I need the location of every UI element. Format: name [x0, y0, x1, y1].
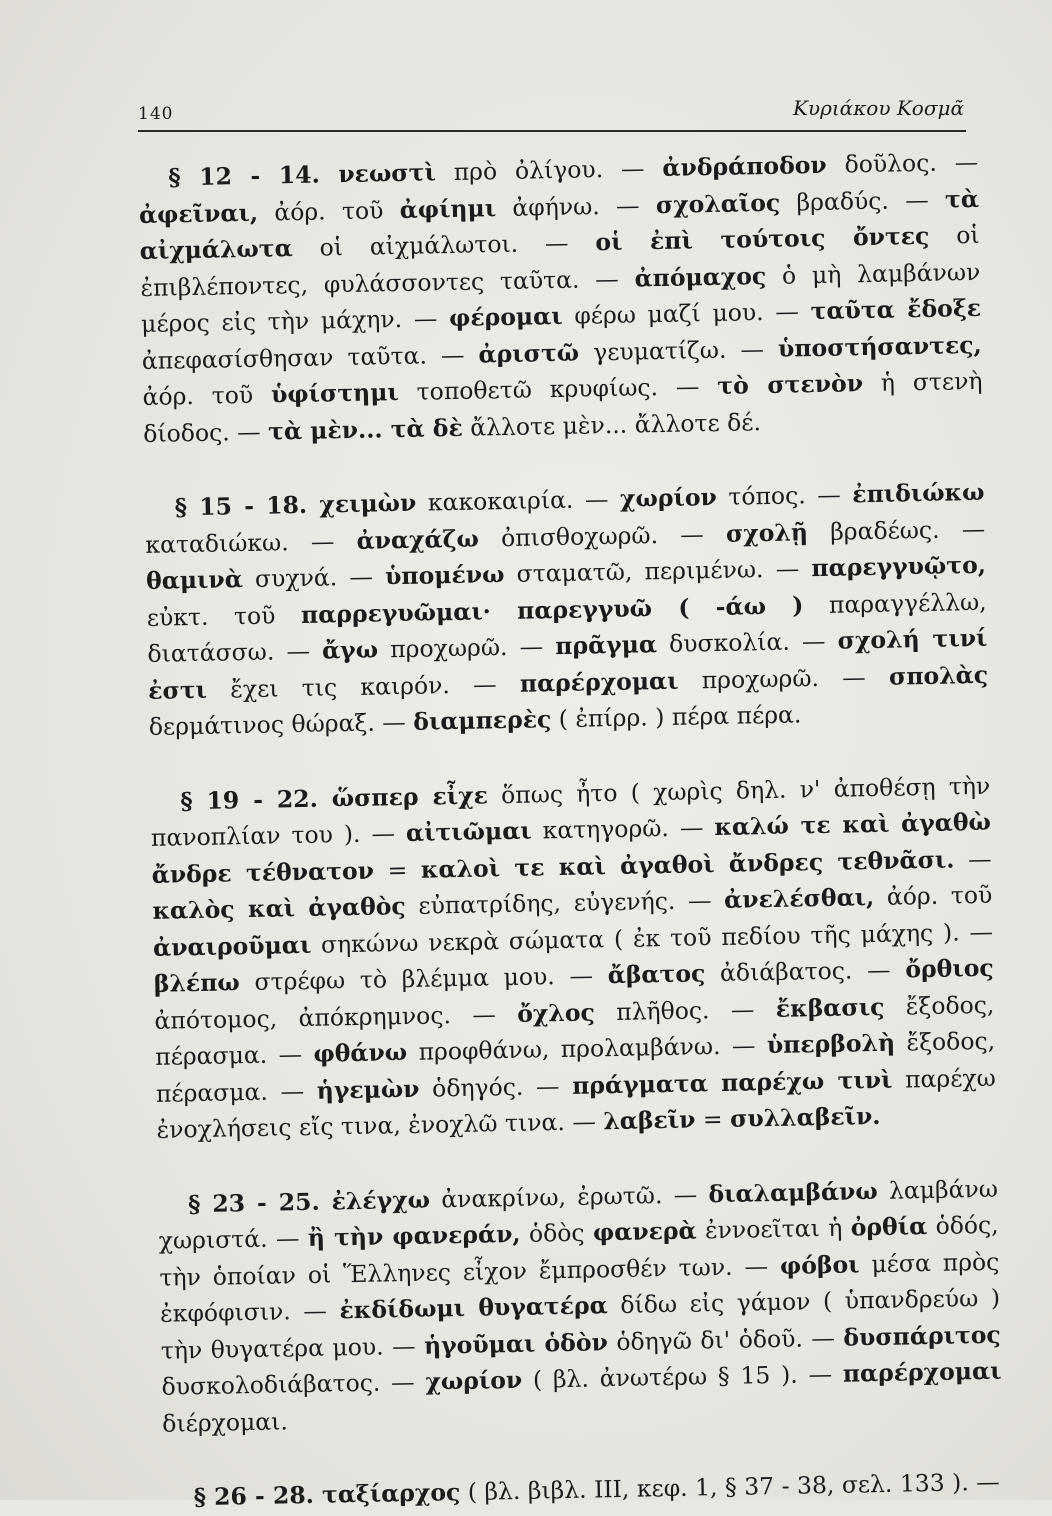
headword: παρεγγυῷτο,	[811, 550, 987, 583]
gloss-text: ὅπως ἦτο ( χωρὶς δηλ. ν' ἀποθέσῃ τὴν πανοπλίαν του ). —	[150, 771, 991, 852]
headword: ἐλέγχω	[331, 1185, 431, 1215]
headword: ἀνελέσθαι,	[723, 883, 875, 914]
gloss-text: λαμβάνω χωριστά. —	[158, 1174, 999, 1255]
headword: τὰ αἰχμάλωτα	[139, 184, 980, 265]
headword: βλέπω	[153, 968, 241, 998]
gloss-text: ἀφήνω. —	[495, 190, 657, 222]
headword: ὑπομένω	[384, 560, 505, 591]
gloss-text: ἐννοεῖται ἡ	[696, 1213, 851, 1245]
gloss-text: ἡ στενὴ δίοδος. —	[142, 366, 983, 448]
headword: ὥσπερ εἶχε	[331, 780, 489, 812]
section-paragraph	[158, 1170, 1003, 1442]
headword: χωρίον	[619, 482, 718, 513]
gloss-text: εὐπατρίδης, εὐγενής. —	[405, 885, 725, 920]
section-paragraph	[138, 144, 983, 452]
gloss-text: ( βλ. ἀνωτέρω § 15 ). —	[521, 1359, 844, 1394]
headword: φανερὰ	[592, 1216, 697, 1247]
headword: ταξίαρχος	[321, 1478, 461, 1509]
headword: λαβεῖν	[603, 1105, 696, 1136]
gloss-text: ἀπότομος, ἀπόκρημνος. —	[154, 999, 518, 1035]
headword: § 15 - 18.	[174, 490, 320, 522]
headword: ἀριστῶ	[478, 338, 580, 368]
headword: ὄχλος	[516, 997, 596, 1028]
headword: φθάνω	[313, 1038, 408, 1068]
headword: οἱ ἐπὶ τούτοις ὄντες	[595, 221, 930, 257]
page-header	[138, 96, 966, 132]
headword: ταῦτα ἔδοξε	[810, 293, 982, 326]
gloss-text: ἀόρ. τοῦ	[142, 380, 272, 411]
gloss-text: —	[954, 844, 992, 873]
gloss-text: οἱ ἐπιβλέποντες, φυλάσσοντες ταῦτα. —	[140, 220, 980, 302]
headword: σχολαῖος	[655, 188, 781, 219]
headword: καλὸς καὶ ἀγαθὸς	[152, 892, 406, 925]
section-paragraph	[144, 474, 989, 746]
gloss-text: ( ἐπίρρ. ) πέρα πέρα.	[551, 700, 802, 734]
headword: ἀπόμαχος	[634, 261, 767, 292]
gloss-text: =	[695, 1104, 731, 1134]
section-paragraph	[150, 767, 997, 1148]
gloss-text: δίδω εἰς γάμον ( ὑπανδρεύω ) τὴν θυγατέρα μου. —	[160, 1283, 1001, 1365]
headword: πράγματα παρέχω τινὶ	[571, 1065, 893, 1100]
headword: ἀφίημι	[399, 193, 497, 224]
headword: ἄγω	[321, 635, 379, 665]
gloss-text: προχωρῶ. —	[377, 632, 556, 664]
headword: ἀφεῖναι,	[138, 198, 259, 229]
gloss-text: σταματῶ, περιμένω. —	[504, 554, 812, 589]
commentary-body	[138, 144, 1004, 1516]
headword: διαλαμβάνω	[708, 1176, 878, 1208]
headword: αἰτιῶμαι	[405, 816, 532, 847]
gloss-text: μέσα πρὸς ἐκφόφισιν. —	[159, 1247, 1000, 1328]
headword: ὄρθιος	[905, 953, 994, 984]
gloss-text: ὁδός, τὴν ὁποίαν οἱ Ἕλληνες εἶχον ἔμπροσθέν των. —	[159, 1210, 999, 1292]
headword: ἀναιροῦμαι	[152, 930, 312, 962]
gloss-text: παρέχω ἐνοχλήσεις εἴς τινα, ἐνοχλῶ τινα. —	[156, 1063, 997, 1144]
gloss-text: ἔχει τις καιρόν. —	[206, 669, 521, 704]
headword: χειμὼν	[319, 488, 417, 519]
headword: θαμινὰ	[145, 565, 244, 595]
gloss-text: κατηγορῶ. —	[531, 813, 715, 845]
gloss-text: προχωρῶ. —	[678, 662, 890, 695]
gloss-text: φέρω μαζί μου. —	[562, 297, 811, 330]
headword: ὑποστήσαντες,	[777, 330, 982, 363]
gloss-text: ἀπεφασίσθησαν ταῦτα. —	[141, 340, 479, 375]
gloss-text: βραδύς. —	[779, 185, 946, 217]
headword: ἢ τὴν φανεράν,	[307, 1219, 521, 1252]
headword: ἡγεμὼν	[316, 1074, 420, 1105]
gloss-text: τόπος. —	[716, 480, 853, 511]
headword: ἔκβασις	[775, 992, 885, 1023]
gloss-text: ἔξοδος, πέρασμα. —	[154, 990, 995, 1071]
gloss-text: βραδέως. —	[807, 514, 986, 546]
headword: συλλαβεῖν.	[729, 1101, 881, 1133]
section-paragraph	[163, 1464, 1004, 1516]
gloss-text: στρέφω τὸ βλέμμα μου. —	[239, 961, 608, 997]
headword: ἡγοῦμαι ὁδὸν	[423, 1327, 609, 1360]
headword: τὸ στενὸν	[716, 369, 864, 400]
headword: παρέρχομαι	[842, 1356, 1002, 1388]
gloss-text: ἀόρ. τοῦ	[873, 880, 993, 911]
headword: τὰ μὲν... τὰ δὲ	[267, 413, 463, 446]
gloss-text: πρὸ ὀλίγου. —	[435, 153, 663, 187]
gloss-text: ἀνακρίνω, ἐρωτῶ. —	[429, 1179, 709, 1214]
headword: § 26 - 28.	[193, 1480, 323, 1512]
gloss-text: παραγγέλλω, διατάσσω. —	[147, 587, 987, 668]
gloss-text: κακοκαιρία. —	[416, 484, 621, 517]
headword: ὑφίστημι	[270, 378, 400, 409]
headword: χωρίον	[425, 1365, 523, 1396]
headword: ὑπερβολὴ	[766, 1028, 896, 1060]
headword: καλοὶ τε καὶ ἀγαθοὶ ἄνδρες τεθνᾶσι.	[420, 844, 955, 884]
headword: σχολῇ	[725, 517, 809, 548]
headword: σπολὰς	[888, 660, 989, 691]
headword: παρέρχομαι	[519, 666, 679, 698]
gloss-text: =	[373, 855, 422, 885]
gloss-text: δοῦλος. —	[826, 147, 979, 179]
gloss-text: γευματίζω. —	[578, 334, 779, 367]
gloss-text: ἀδιάβατος. —	[705, 955, 906, 988]
gloss-text: δερμάτινος θώραξ. —	[148, 707, 414, 741]
gloss-text: ὀπισθοχωρῶ. —	[478, 519, 727, 553]
headword: ἐκδίδωμι θυγατέρα	[339, 1291, 608, 1325]
gloss-text: προφθάνω, προλαμβάνω. —	[406, 1031, 768, 1066]
gloss-text: δυσκολοδιάβατος. —	[161, 1367, 426, 1401]
headword: § 23 - 25.	[187, 1186, 332, 1218]
headword: πρᾶγμα	[554, 630, 658, 661]
headword: ἀνδράποδον	[662, 150, 827, 182]
headword: ἐπιδιώκω	[852, 477, 985, 509]
headword: παρρεγυῶμαι· παρεγγυῶ ( -άω )	[300, 590, 804, 629]
headword: § 19 - 22.	[180, 783, 332, 815]
headword: ἄβατος	[607, 959, 706, 990]
gloss-text: ὁδηγός. —	[419, 1071, 573, 1103]
gloss-text: ἀόρ. τοῦ	[257, 195, 400, 227]
headword: § 12 - 14.	[168, 160, 339, 192]
headword: διαμπερὲς	[412, 705, 552, 736]
headword: ἀναχάζω	[356, 524, 480, 555]
gloss-text: πλῆθος. —	[594, 994, 777, 1026]
headword: δυσπάριτος	[843, 1320, 1001, 1352]
gloss-text: ( βλ. βιβλ. III, κεφ. 1, § 37 - 38, σελ. 133 ). —	[460, 1467, 1001, 1507]
gloss-text: συχνά. —	[242, 562, 386, 594]
gloss-text: σηκώνω νεκρὰ σώματα ( ἐκ τοῦ πεδίου τῆς μάχης ). —	[310, 917, 994, 959]
headword: νεωστὶ	[338, 158, 437, 189]
gloss-text: διέρχομαι.	[161, 1406, 289, 1438]
gloss-text: ὁδηγῶ δι' ὁδοῦ. —	[607, 1323, 844, 1356]
headword: φόβοι	[779, 1249, 860, 1280]
headword: καλώ τε καὶ ἀγαθὼ ἄνδρε τέθνατον	[151, 807, 992, 889]
gloss-text: εὐκτ. τοῦ	[146, 600, 302, 632]
gloss-text: οἱ αἰχμάλωτοι. —	[292, 228, 596, 263]
running-title: Κυριάκου Κοσμᾶ	[792, 96, 964, 120]
gloss-text: ὁδὸς	[520, 1218, 594, 1248]
gloss-text: τοποθετῶ κρυφίως. —	[398, 371, 718, 407]
gloss-text: ἔξοδος, πέρασμα. —	[155, 1026, 996, 1108]
page-number: 140	[138, 104, 174, 124]
gloss-text: δυσκολία. —	[656, 626, 838, 659]
gloss-text: καταδιώκω. —	[145, 526, 357, 559]
gloss-text: ἄλλοτε μὲν... ἄλλοτε δέ.	[462, 407, 762, 442]
headword: σχολή τινί ἐστι	[147, 623, 988, 705]
headword: φέρομαι	[448, 301, 563, 333]
headword: ὀρθία	[850, 1212, 928, 1242]
gloss-text: ὁ μὴ λαμβάνων μέρος εἰς τὴν μάχην. —	[140, 257, 981, 338]
